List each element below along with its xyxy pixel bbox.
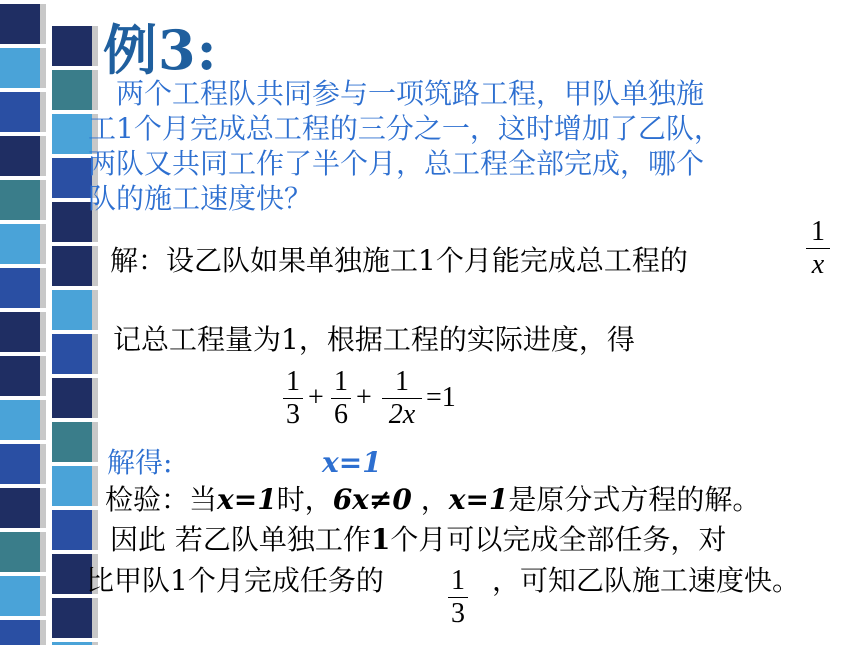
decorative-square	[52, 378, 92, 418]
decorative-square	[52, 26, 92, 66]
decorative-square	[52, 466, 92, 506]
decorative-square	[0, 312, 40, 352]
fraction-denominator: x	[811, 249, 825, 280]
check-line: 检验：当x=1时，6x≠0 ，x=1是原分式方程的解。	[105, 483, 761, 516]
equals-one: =1	[426, 382, 456, 413]
decorative-square	[52, 598, 92, 638]
decorative-square	[0, 356, 40, 396]
problem-line-4: 队的施工速度快？	[88, 182, 313, 215]
decorative-square	[52, 70, 92, 110]
fraction-one-third	[448, 565, 468, 630]
decorative-square	[52, 202, 92, 242]
fraction-numerator: 1	[811, 216, 825, 247]
decorative-square	[0, 224, 40, 264]
problem-line-3: 两队又共同工作了半个月，总工程全部完成，哪个	[88, 147, 705, 180]
decorative-square	[0, 180, 40, 220]
decorative-square	[0, 444, 40, 484]
decorative-square	[0, 136, 40, 176]
decorative-square	[0, 488, 40, 528]
decorative-square	[52, 422, 92, 462]
conclusion-line-1: 因此 若乙队单独工作1个月可以完成全部任务，对	[110, 523, 727, 556]
decorative-square	[52, 334, 92, 374]
conclusion-line-2a: 比甲队1个月完成任务的	[86, 564, 384, 597]
decorative-square	[0, 268, 40, 308]
decorative-square	[0, 48, 40, 88]
plus-sign: +	[308, 382, 324, 413]
fraction-numerator: 1	[395, 366, 409, 397]
fraction-denominator: 3	[451, 598, 465, 629]
decorative-square	[52, 290, 92, 330]
solve-value: x=1	[322, 446, 382, 479]
problem-statement	[88, 76, 836, 216]
decorative-square	[0, 4, 40, 44]
fraction-denominator: 3	[286, 399, 300, 430]
conclusion-line-2b: ，可知乙队施工速度快。	[492, 564, 801, 597]
decorative-square	[0, 92, 40, 132]
fraction-one-over-x	[806, 216, 830, 281]
problem-line-1: 两个工程队共同参与一项筑路工程，甲队单独施	[116, 77, 705, 110]
decorative-square	[0, 576, 40, 616]
decorative-square	[52, 246, 92, 286]
plus-sign: +	[356, 382, 372, 413]
equation-fraction-1	[283, 366, 303, 431]
decorative-square	[0, 620, 40, 645]
solution-setup: 解：设乙队如果单独施工1个月能完成总工程的	[110, 244, 688, 277]
decorative-square	[0, 532, 40, 572]
record-total-work: 记总工程量为1，根据工程的实际进度，得	[113, 323, 635, 356]
problem-line-2: 工1个月完成总工程的三分之一，这时增加了乙队，	[88, 112, 722, 145]
fraction-denominator: 6	[334, 399, 348, 430]
decorative-square	[52, 158, 92, 198]
fraction-numerator: 1	[451, 565, 465, 596]
fraction-numerator: 1	[334, 366, 348, 397]
decorative-square	[0, 400, 40, 440]
equation-fraction-2	[331, 366, 351, 431]
decorative-square	[52, 114, 92, 154]
fraction-numerator: 1	[286, 366, 300, 397]
fraction-denominator: 2x	[388, 399, 416, 430]
equation-fraction-3	[382, 366, 422, 431]
example-title: 例3:	[103, 18, 218, 82]
decorative-square	[52, 510, 92, 550]
solve-label: 解得:	[107, 446, 173, 479]
